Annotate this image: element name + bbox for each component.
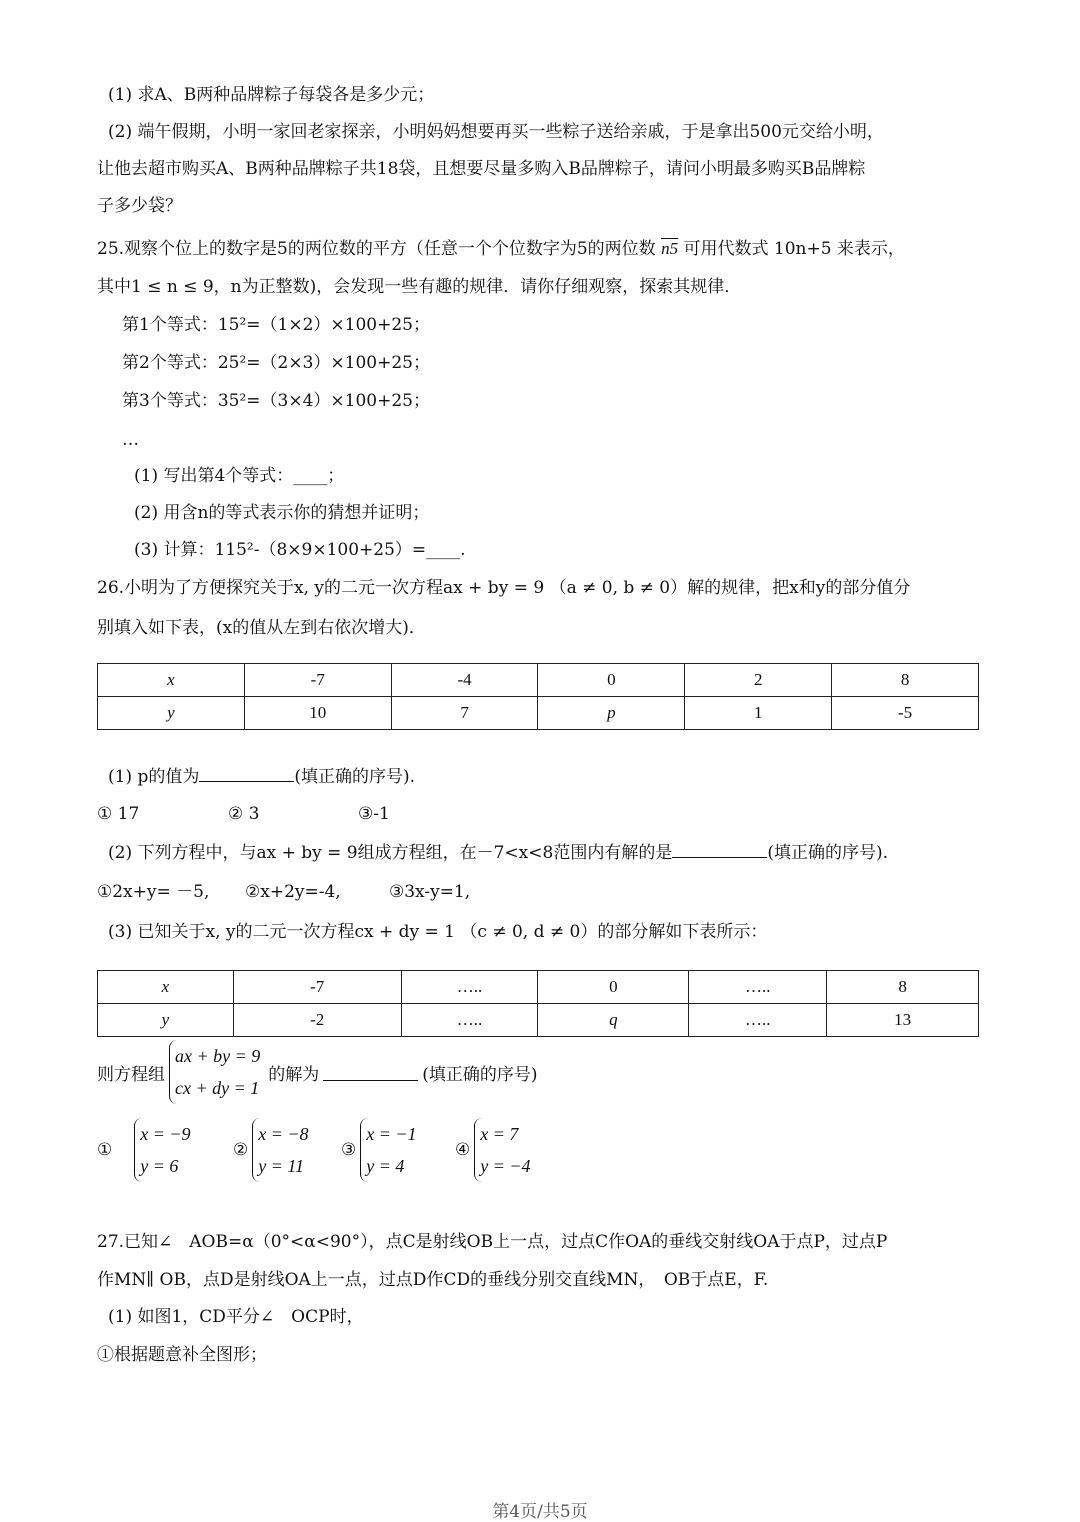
q27-line2: 作MN∥ OB，点D是射线OA上一点，过点D作CD的垂线分别交直线MN， OB于点E，F. bbox=[97, 1270, 769, 1290]
q24-part1: (1) 求A、B两种品牌粽子每袋各是多少元； bbox=[108, 85, 435, 105]
answer-blank[interactable] bbox=[323, 1064, 418, 1081]
answer-blank[interactable] bbox=[672, 841, 767, 858]
table-cell: 8 bbox=[827, 971, 979, 1004]
q27-sub1-item1: ①根据题意补全图形； bbox=[97, 1345, 267, 1365]
option-system bbox=[134, 1118, 190, 1182]
q26-table2 bbox=[97, 970, 979, 1037]
q25-line2: 其中1 ≤ n ≤ 9，n为正整数)，会发现一些有趣的规律．请你仔细观察，探索其规律． bbox=[97, 277, 742, 297]
q24-part2-line3: 子多少袋？ bbox=[97, 196, 182, 216]
option-system bbox=[252, 1118, 308, 1182]
q26-line1: 26.小明为了方便探究关于x, y的二元一次方程ax + by = 9 （a ≠ 0, b ≠ 0）解的规律，把x和y的部分值分 bbox=[97, 578, 911, 598]
q26-system-hint: (填正确的序号) bbox=[422, 1064, 538, 1085]
q25-equation-3: 第3个等式：35²=（3×4）×100+25； bbox=[122, 391, 430, 411]
q25-overline-number: n5 bbox=[661, 239, 679, 258]
table-cell: q bbox=[609, 1010, 618, 1029]
option-y: y = 6 bbox=[140, 1156, 179, 1176]
option-number: ④ bbox=[455, 1140, 471, 1160]
equation-b: cx + dy = 1 bbox=[175, 1078, 260, 1098]
q26-sub2-hint: (填正确的序号). bbox=[767, 843, 888, 863]
answer-blank[interactable] bbox=[199, 765, 294, 782]
equation-a: ax + by = 9 bbox=[175, 1046, 261, 1066]
table-cell: ….. bbox=[689, 971, 827, 1004]
q25-equation-1: 第1个等式：15²=（1×2）×100+25； bbox=[122, 315, 430, 335]
table-row bbox=[98, 664, 979, 697]
table-cell: y bbox=[161, 1010, 170, 1029]
q26-sub1-option-1: ① 17 bbox=[97, 804, 140, 824]
table-cell: ….. bbox=[401, 1004, 538, 1037]
q26-sub3-option-2 bbox=[233, 1118, 309, 1182]
q25-sub3: (3) 计算：115²-（8×9×100+25）=____. bbox=[134, 540, 466, 560]
q26-sub2-text: (2) 下列方程中，与ax + by = 9组成方程组，在－7<x<8范围内有解的是 bbox=[108, 843, 673, 863]
q25-ellipsis: … bbox=[122, 430, 139, 450]
table-cell: 0 bbox=[538, 664, 685, 697]
q26-system-text: 则方程组 bbox=[97, 1064, 165, 1085]
table-cell: 8 bbox=[832, 664, 979, 697]
q26-sub3-option-3 bbox=[341, 1118, 417, 1182]
q27-sub1: (1) 如图1，CD平分∠ OCP时， bbox=[108, 1307, 364, 1327]
q26-line2: 别填入如下表，(x的值从左到右依次增大)． bbox=[97, 618, 426, 638]
q25-sub2: (2) 用含n的等式表示你的猜想并证明； bbox=[134, 503, 430, 523]
q26-sub1-option-2: ② 3 bbox=[228, 804, 260, 824]
table-cell: 7 bbox=[391, 697, 538, 730]
option-y: y = 11 bbox=[258, 1156, 305, 1176]
q25-line1 bbox=[97, 238, 905, 260]
table-cell: -4 bbox=[391, 664, 538, 697]
page-footer: 第4页/共5页 bbox=[492, 1502, 588, 1522]
option-number: ② bbox=[233, 1140, 249, 1160]
q25-sub1: (1) 写出第4个等式：____； bbox=[134, 466, 345, 486]
table-row bbox=[98, 697, 979, 730]
q26-sub2-option-3: ③3x-y=1, bbox=[389, 882, 471, 902]
q24-part2-line2: 让他去超市购买A、B两种品牌粽子共18袋，且想要尽量多购入B品牌粽子，请问小明最多购买B品牌粽 bbox=[97, 159, 866, 179]
table-cell: x bbox=[167, 670, 175, 689]
table-cell: 1 bbox=[685, 697, 832, 730]
table-cell: x bbox=[161, 977, 170, 996]
q26-sub1-hint: (填正确的序号). bbox=[294, 767, 416, 787]
q26-sub2-option-2: ②x+2y=-4, bbox=[245, 882, 341, 902]
option-y: y = 4 bbox=[366, 1156, 405, 1176]
table-row bbox=[98, 1004, 979, 1037]
option-x: x = −1 bbox=[366, 1124, 417, 1144]
q26-sub2 bbox=[108, 841, 888, 864]
q26-sub3-option-4 bbox=[455, 1118, 531, 1182]
option-number: ① bbox=[97, 1140, 113, 1160]
table-cell: 0 bbox=[538, 971, 689, 1004]
table-cell: -7 bbox=[244, 664, 391, 697]
q26-sub3-option-1 bbox=[97, 1118, 191, 1182]
option-x: x = −9 bbox=[140, 1124, 191, 1144]
q26-table1 bbox=[97, 663, 979, 730]
option-x: x = −8 bbox=[258, 1124, 309, 1144]
q24-part2-line1: (2) 端午假期，小明一家回老家探亲，小明妈妈想要再买一些粽子送给亲戚，于是拿出500元交给小明， bbox=[108, 122, 884, 142]
option-number: ③ bbox=[341, 1140, 357, 1160]
q26-sub3: (3) 已知关于x, y的二元一次方程cx + dy = 1 （c ≠ 0, d ≠ 0）的部分解如下表所示： bbox=[108, 922, 768, 942]
table-cell: y bbox=[167, 703, 175, 722]
table-cell: ….. bbox=[689, 1004, 827, 1037]
q25-text-a: 25.观察个位上的数字是5的两位数的平方（任意一个个位数字为5的两位数 bbox=[97, 239, 656, 259]
option-system bbox=[474, 1118, 530, 1182]
table-cell: 2 bbox=[685, 664, 832, 697]
option-x: x = 7 bbox=[480, 1124, 519, 1144]
table-cell: -7 bbox=[233, 971, 401, 1004]
q26-sub1-option-3: ③-1 bbox=[358, 804, 390, 824]
q25-text-b: 可用代数式 10n+5 来表示， bbox=[683, 239, 905, 259]
option-y: y = −4 bbox=[480, 1156, 531, 1176]
q26-system-text-b: 的解为 bbox=[268, 1064, 320, 1085]
table-cell: p bbox=[607, 703, 616, 722]
q26-sub1-text: (1) p的值为 bbox=[108, 767, 200, 787]
q25-equation-2: 第2个等式：25²=（2×3）×100+25； bbox=[122, 353, 430, 373]
q26-sub2-option-1: ①2x+y= －5, bbox=[97, 882, 210, 902]
table-cell: -5 bbox=[832, 697, 979, 730]
q27-line1: 27.已知∠ AOB=α（0°<α<90°），点C是射线OB上一点，过点C作OA的垂线交射线OA于点P，过点P bbox=[97, 1232, 888, 1252]
option-system bbox=[360, 1118, 416, 1182]
table-row bbox=[98, 971, 979, 1004]
equation-system bbox=[169, 1040, 260, 1104]
table-cell: ….. bbox=[401, 971, 538, 1004]
table-cell: 10 bbox=[244, 697, 391, 730]
table-cell: -2 bbox=[233, 1004, 401, 1037]
q26-system-line bbox=[97, 1040, 538, 1104]
table-cell: 13 bbox=[827, 1004, 979, 1037]
q26-sub1 bbox=[108, 765, 415, 788]
